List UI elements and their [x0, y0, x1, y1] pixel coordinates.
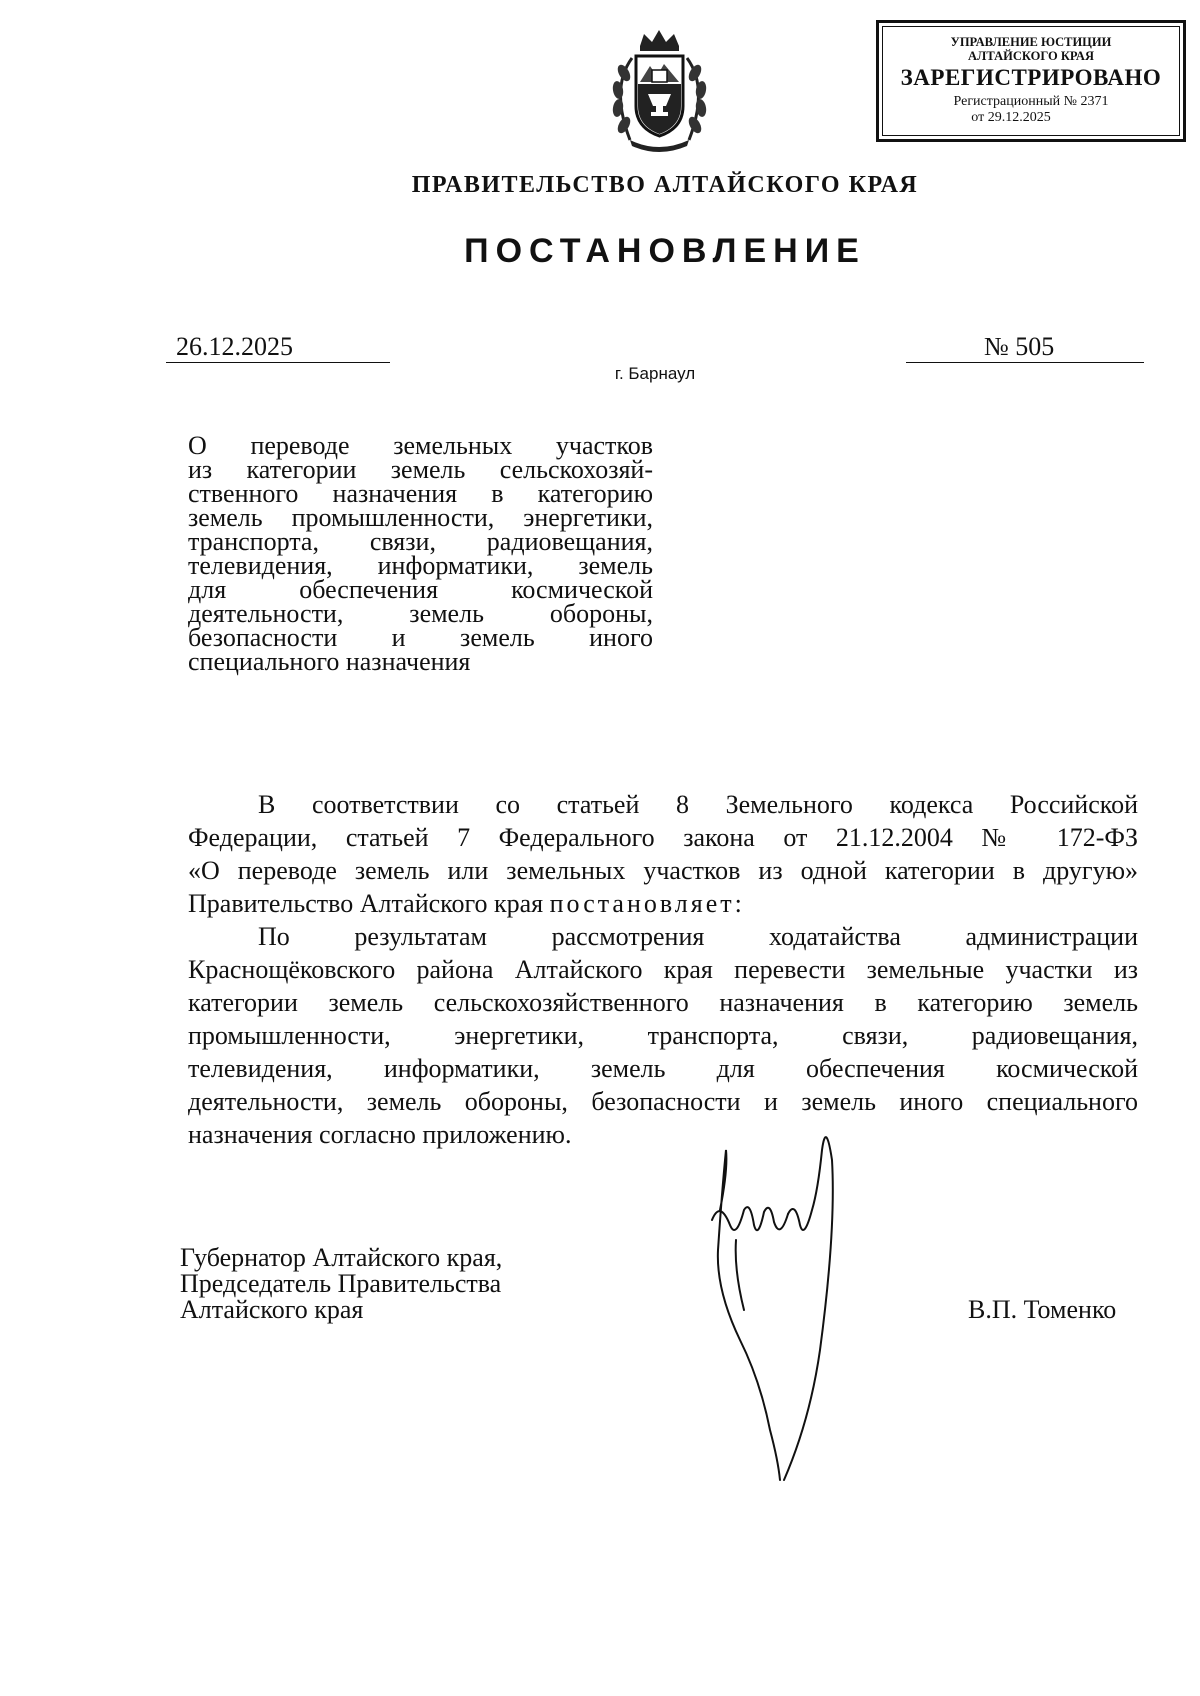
body-line: Федерации, статьей 7 Федерального закона от 21.12.2004 № 172-ФЗ [188, 823, 1138, 852]
resolves-word: постановляет [549, 889, 735, 918]
document-city: г. Барнаул [614, 364, 696, 383]
document-subject [188, 431, 653, 676]
handwritten-signature [700, 1130, 850, 1490]
registration-stamp [876, 20, 1186, 142]
subject-line: ственного назначения в категорию [188, 479, 653, 508]
subject-line: телевидения, информатики, земель [188, 551, 653, 580]
body-line-prefix: Правительство Алтайского края [188, 889, 550, 918]
body-line: Краснощёковского района Алтайского края перевести земельные участки из [188, 955, 1138, 984]
body-line: «О переводе земель или земельных участков из одной категории в другую» [188, 856, 1138, 885]
coat-of-arms-emblem [602, 28, 717, 158]
subject-line: из категории земель сельскохозяй- [188, 455, 653, 484]
body-line: телевидения, информатики, земель для обеспечения космической [188, 1054, 1138, 1083]
body-line: В соответствии со статьей 8 Земельного кодекса Российской [258, 790, 1138, 819]
body-line: категории земель сельскохозяйственного назначения в категорию земель [188, 988, 1138, 1017]
subject-line: специального назначения [188, 647, 471, 676]
subject-line: безопасности и земель иного [188, 623, 653, 652]
body-line: деятельности, земель обороны, безопасности и земель иного специального [188, 1087, 1138, 1116]
stamp-reg-date: от 29.12.2025 [971, 110, 1051, 125]
document-date: 26.12.2025 [166, 332, 390, 363]
stamp-line-1: УПРАВЛЕНИЕ ЮСТИЦИИ [950, 35, 1112, 49]
stamp-line-2: АЛТАЙСКОГО КРАЯ [968, 49, 1094, 63]
body-line: назначения согласно приложению. [188, 1120, 572, 1149]
body-line: По результатам рассмотрения ходатайства администрации [258, 922, 1138, 951]
body-line-resolves [188, 887, 1138, 920]
signatory-name: В.П. Томенко [968, 1295, 1117, 1324]
document-type-title: ПОСТАНОВЛЕНИЕ [464, 232, 866, 270]
stamp-status: ЗАРЕГИСТРИРОВАНО [900, 65, 1162, 90]
body-line: промышленности, энергетики, транспорта, связи, радиовещания, [188, 1021, 1138, 1050]
subject-line: транспорта, связи, радиовещания, [188, 527, 653, 556]
subject-line: земель промышленности, энергетики, [188, 503, 653, 532]
subject-line: О переводе земельных участков [188, 431, 653, 460]
stamp-reg-number: Регистрационный № 2371 [953, 94, 1109, 109]
government-name: ПРАВИТЕЛЬСТВО АЛТАЙСКОГО КРАЯ [411, 172, 919, 198]
position-line: Губернатор Алтайского края, [180, 1243, 503, 1272]
subject-line: деятельности, земель обороны, [188, 599, 653, 628]
body-line-suffix: : [734, 889, 742, 918]
position-line: Председатель Правительства [180, 1269, 502, 1298]
position-line: Алтайского края [180, 1295, 364, 1324]
subject-line: для обеспечения космической [188, 575, 653, 604]
document-body [188, 788, 1138, 1151]
document-number: № 505 [906, 332, 1144, 363]
signatory-position [180, 1245, 502, 1323]
